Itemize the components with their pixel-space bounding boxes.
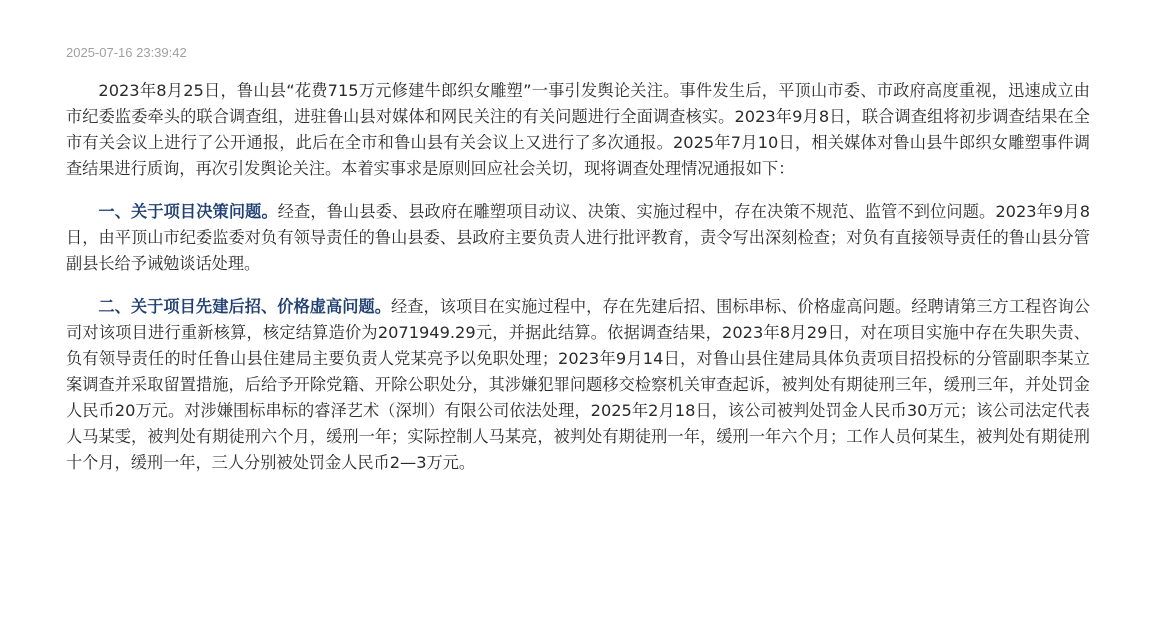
section-heading-decision: 一、关于项目决策问题。 xyxy=(98,202,278,221)
paragraph-text: 经查，该项目在实施过程中，存在先建后招、围标串标、价格虚高问题。经聘请第三方工程咨询公司对该项目进行重新核算，核定结算造价为2071949.29元，并据此结算。依据调查结果，2023年8月29日，对在项目实施中存在失职失责、负有领导责任的时任鲁山县住建局主要负责人党某亮予以免职处理；2023年9月14日，对鲁山县住建局具体负责项目招投标的分管副职李某立案调查并采取留置措施，后给予开除党籍、开除公职处分，其涉嫌犯罪问题移交检察机关审查起诉，被判处有期徒刑三年，缓刑三年，并处罚金人民币20万元。对涉嫌围标串标的睿泽艺术（深圳）有限公司依法处理，2025年2月18日，该公司被判处罚金人民币30万元；该公司法定代表人马某雯，被判处有期徒刑六个月，缓刑一年；实际控制人马某亮，被判处有期徒刑一年，缓刑一年六个月；工作人员何某生，被判处有期徒刑十个月，缓刑一年，三人分别被处罚金人民币2—3万元。 xyxy=(66,297,1090,472)
article-body xyxy=(66,78,1090,493)
paragraph-text: 2023年8月25日，鲁山县“花费715万元修建牛郎织女雕塑”一事引发舆论关注。事件发生后，平顶山市委、市政府高度重视，迅速成立由市纪委监委牵头的联合调查组，进驻鲁山县对媒体和网民关注的有关问题进行全面调查核实。2023年9月8日，联合调查组将初步调查结果在全市有关会议上进行了公开通报，此后在全市和鲁山县有关会议上又进行了多次通报。2025年7月10日，相关媒体对鲁山县牛郎织女雕塑事件调查结果进行质询，再次引发舆论关注。本着实事求是原则回应社会关切，现将调查处理情况通报如下： xyxy=(66,81,1090,178)
article-paragraph-intro xyxy=(66,78,1090,182)
article-paragraph-decision xyxy=(66,199,1090,277)
publish-timestamp: 2025-07-16 23:39:42 xyxy=(66,45,187,60)
article-paragraph-pricing xyxy=(66,294,1090,476)
paragraph-text: 经查，鲁山县委、县政府在雕塑项目动议、决策、实施过程中，存在决策不规范、监管不到位问题。2023年9月8日，由平顶山市纪委监委对负有领导责任的鲁山县委、县政府主要负责人进行批评教育，责令写出深刻检查；对负有直接领导责任的鲁山县分管副县长给予诫勉谈话处理。 xyxy=(66,202,1090,273)
section-heading-pricing: 二、关于项目先建后招、价格虚高问题。 xyxy=(98,297,392,316)
